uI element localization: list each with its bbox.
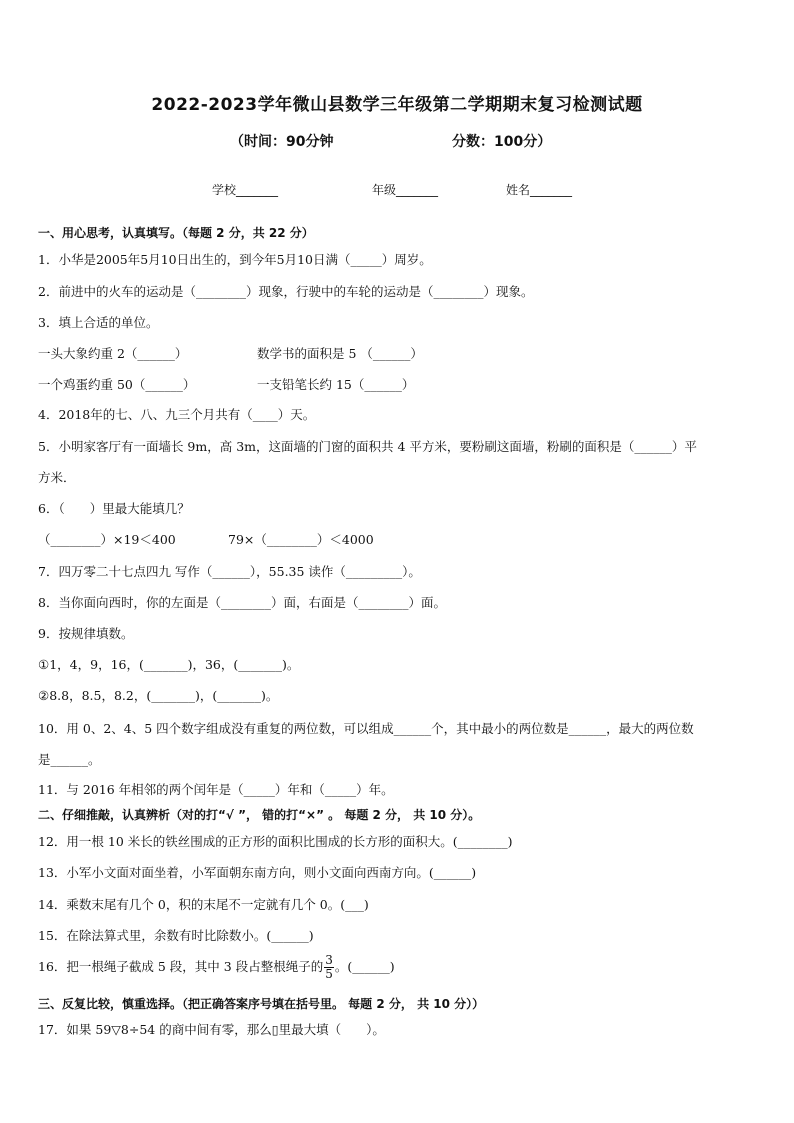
exam-title: 2022-2023学年微山县数学三年级第二学期期末复习检测试题 <box>151 95 643 115</box>
grade-field: 年级_______ <box>372 183 439 197</box>
question-16-answer: 。(______) <box>334 959 395 974</box>
section-3-heading: 三、反复比较，慎重选择。（把正确答案序号填在括号里。 每题 2 分， 共 10 分）） <box>38 997 485 1011</box>
question-8: 8．当你面向西时，你的左面是（________）面，右面是（________）面。 <box>38 595 446 610</box>
question-16-text: 16．把一根绳子截成 5 段，其中 3 段占整根绳子的 <box>38 959 324 974</box>
question-9: 9．按规律填数。 <box>38 626 134 641</box>
question-6-item-a: （________）×19＜400 <box>38 532 176 547</box>
question-6: 6．（ ）里最大能填几？ <box>38 501 190 516</box>
question-10-line-2: 是______。 <box>38 752 101 767</box>
question-9-item-1: ①1，4，9，16，(_______)，36，(_______)。 <box>38 657 300 672</box>
question-10-line-1: 10．用 0、2、4、5 四个数字组成没有重复的两位数，可以组成______个，其中最小的两位数是______，最大的两位数 <box>38 721 694 736</box>
question-3-item-a: 一头大象约重 2（______） <box>38 346 188 361</box>
question-11: 11．与 2016 年相邻的两个闰年是（_____）年和（_____）年。 <box>38 782 394 797</box>
question-1: 1．小华是2005年5月10日出生的，到今年5月10日满（_____）周岁。 <box>38 252 432 267</box>
question-15: 15．在除法算式里，余数有时比除数小。(______) <box>38 928 314 943</box>
question-16 <box>38 954 395 981</box>
question-7: 7．四万零二十七点四九 写作（______），55.35 读作（_________）。 <box>38 564 421 579</box>
question-3: 3．填上合适的单位。 <box>38 315 159 330</box>
question-3-item-c: 一个鸡蛋约重 50（______） <box>38 377 196 392</box>
question-5-line-2: 方米． <box>38 470 76 485</box>
fraction-numerator: 3 <box>325 953 333 967</box>
question-5-line-1: 5．小明家客厅有一面墙长 9m，高 3m，这面墙的门窗的面积共 4 平方米，要粉刷这面墙，粉刷的面积是（______）平 <box>38 439 697 454</box>
question-14: 14．乘数末尾有几个 0，积的末尾不一定就有几个 0。(___) <box>38 897 369 912</box>
school-field: 学校_______ <box>212 183 279 197</box>
question-9-item-2: ②8.8，8.5，8.2，(_______)，(_______)。 <box>38 688 279 703</box>
exam-time: （时间：90分钟 <box>230 134 334 150</box>
question-17: 17．如果 59▽8÷54 的商中间有零，那么▯里最大填（ ）。 <box>38 1022 385 1037</box>
question-12: 12．用一根 10 米长的铁丝围成的正方形的面积比围成的长方形的面积大。(________) <box>38 834 513 849</box>
question-6-item-b: 79×（________）＜4000 <box>228 532 374 547</box>
question-13: 13．小军小文面对面坐着，小军面朝东南方向，则小文面向西南方向。(______) <box>38 865 477 880</box>
fraction-three-fifths <box>324 954 334 981</box>
question-2: 2．前进中的火车的运动是（________）现象，行驶中的车轮的运动是（________）现象。 <box>38 284 534 299</box>
name-field: 姓名_______ <box>506 183 573 197</box>
question-3-item-b: 数学书的面积是 5 （______） <box>257 346 423 361</box>
question-3-item-d: 一支铅笔长约 15（______） <box>257 377 415 392</box>
exam-score: 分数：100分） <box>452 134 552 150</box>
section-2-heading: 二、仔细推敲，认真辨析（对的打“√ ”， 错的打“×” 。 每题 2 分， 共 10 分）。 <box>38 808 481 822</box>
section-1-heading: 一、用心思考，认真填写。（每题 2 分，共 22 分） <box>38 226 314 240</box>
question-4: 4．2018年的七、八、九三个月共有（____）天。 <box>38 407 316 422</box>
fraction-denominator: 5 <box>325 967 333 981</box>
